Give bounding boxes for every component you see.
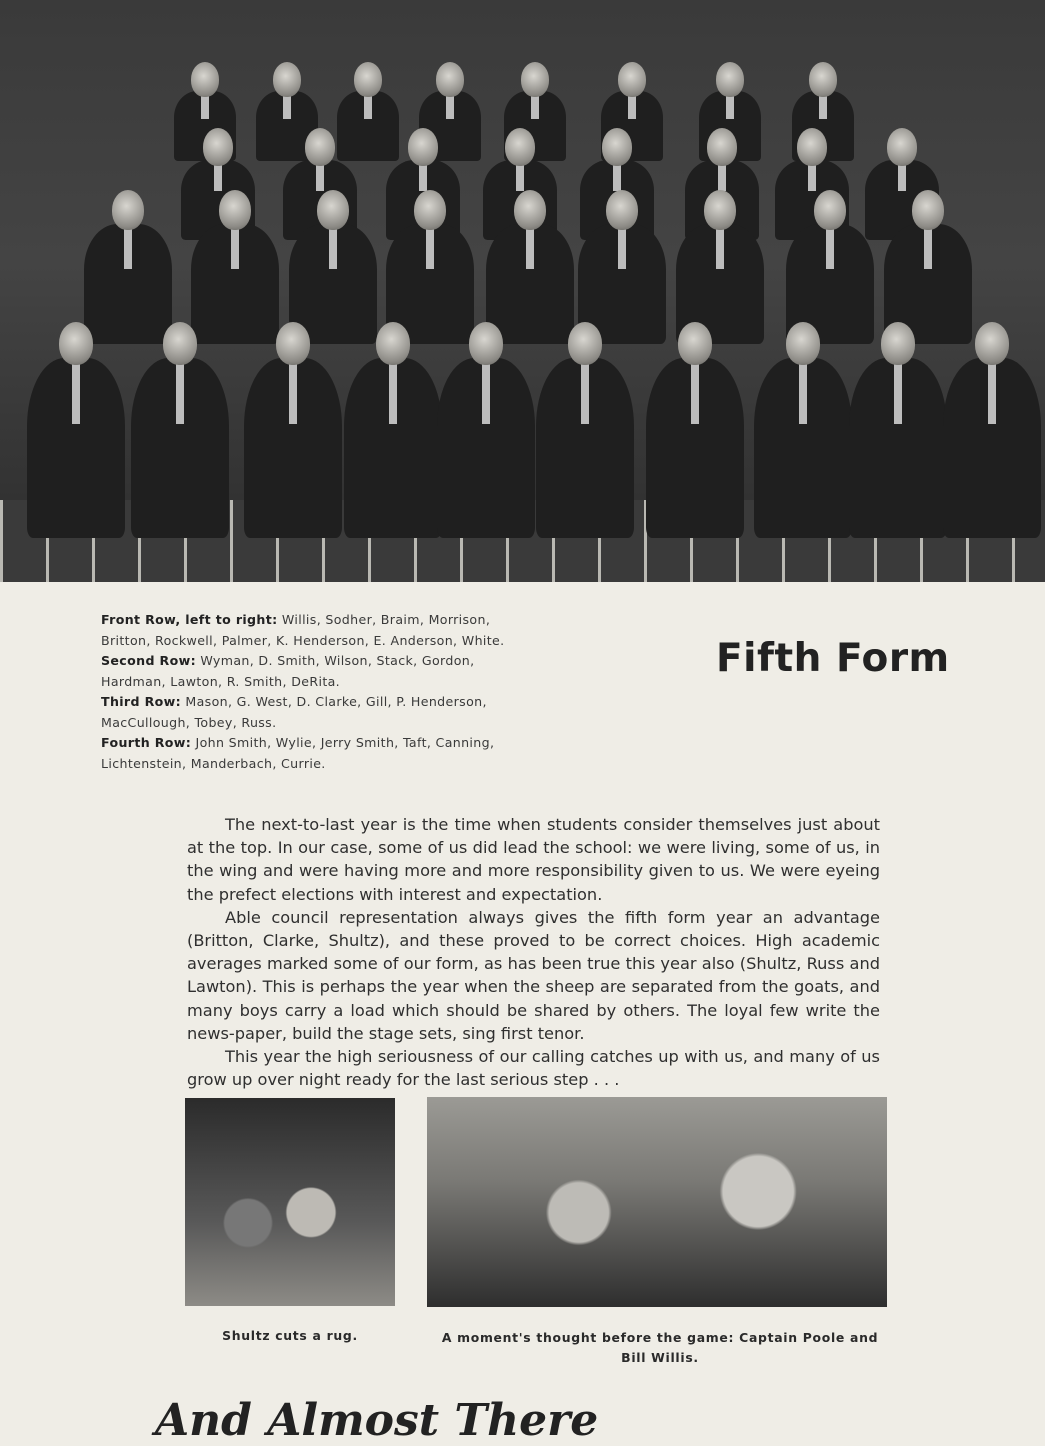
- front-row-names: Willis, Sodher, Braim, Morrison, Britton, Rockwell, Palmer, K. Henderson, E. Anderson, White.: [101, 612, 505, 648]
- class-group-photo: [0, 0, 1045, 582]
- third-row-label: Third Row:: [101, 694, 182, 709]
- footer-heading: And Almost There: [155, 1395, 599, 1446]
- dance-photo-caption: Shultz cuts a rug.: [222, 1328, 358, 1343]
- front-row-caption: [101, 610, 521, 651]
- second-row-caption: [101, 651, 521, 692]
- game-photo: [427, 1097, 887, 1307]
- photo-caption-rows: [101, 610, 521, 774]
- front-row-label: Front Row, left to right:: [101, 612, 278, 627]
- fourth-row-label: Fourth Row:: [101, 735, 192, 750]
- game-photo-caption: A moment's thought before the game: Captain Poole and Bill Willis.: [441, 1330, 879, 1365]
- paragraph: The next-to-last year is the time when students consider themselves just about at the top. In our case, some of us did lead the school: we were living, some of us, in the wing and were having more and more responsibility given to us. We were eyeing the prefect elections with interest and expectation.: [187, 815, 880, 904]
- fourth-row-names: John Smith, Wylie, Jerry Smith, Taft, Canning, Lichtenstein, Manderbach, Currie.: [101, 735, 495, 771]
- fourth-row-caption: [101, 733, 521, 774]
- paragraph: This year the high seriousness of our calling catches up with us, and many of us grow up over night ready for the last serious step . . .: [187, 1047, 880, 1090]
- second-row-names: Wyman, D. Smith, Wilson, Stack, Gordon, Hardman, Lawton, R. Smith, DeRita.: [101, 653, 475, 689]
- third-row-names: Mason, G. West, D. Clarke, Gill, P. Henderson, MacCullough, Tobey, Russ.: [101, 694, 487, 730]
- page-title: Fifth Form: [716, 636, 950, 681]
- dance-photo: [185, 1098, 395, 1306]
- third-row-caption: [101, 692, 521, 733]
- body-text: [187, 813, 880, 1091]
- second-row-label: Second Row:: [101, 653, 196, 668]
- paragraph: Able council representation always gives the fifth form year an advantage (Britton, Clarke, Shultz), and these proved to be correct choices. High academic averages marked some of our form, as has been true this year also (Shultz, Russ and Lawton). This is perhaps the year when the sheep are separated from the goats, and many boys carry a load which should be shared by others. The loyal few write the news-paper, build the stage sets, sing first tenor.: [187, 907, 880, 1043]
